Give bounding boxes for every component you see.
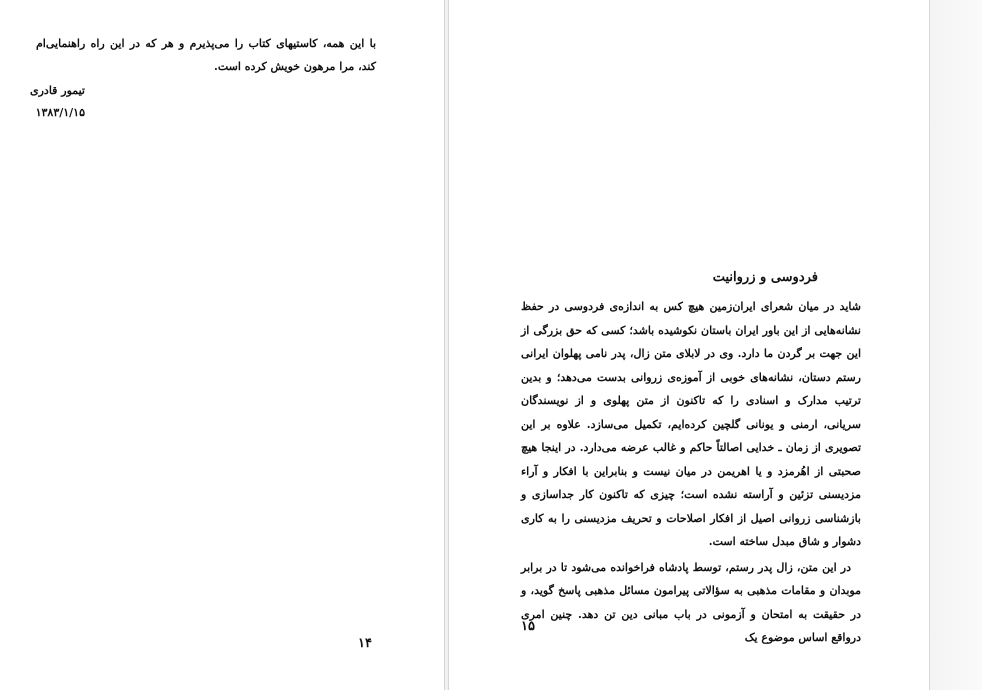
page-number: ۱۴ xyxy=(358,636,372,651)
page-14 xyxy=(0,0,444,690)
author-name: تیمور قادری xyxy=(30,84,85,97)
signature-date: ۱۳۸۳/۱/۱۵ xyxy=(35,106,85,119)
paragraph: در این متن، زال پدر رستم، توسط پادشاه فراخوانده می‌شود تا در برابر موبدان و مقامات مذهبی به سؤالاتی پیرامون مسائل مذهبی پاسخ گوید، و در حقیقت به امتحان و آزمونی در باب مبانی دین تن دهد. چنین امری درواقع اساس موضوع یک xyxy=(521,560,861,644)
page-number: ۱۵ xyxy=(521,619,535,634)
section-heading: فردوسی و زروانیت xyxy=(712,270,818,285)
viewer-margin xyxy=(930,0,982,690)
page-15 xyxy=(449,0,930,690)
signature-block xyxy=(0,80,85,124)
section-body xyxy=(521,295,861,650)
closing-paragraph: با این همه، کاستیهای کتاب را می‌پذیرم و هر که در این راه راهنمایی‌ام کند، مرا مرهون خویش کرده است. xyxy=(36,37,376,73)
paragraph: شاید در میان شعرای ایران‌زمین هیچ کس به اندازه‌ی فردوسی در حفظ نشانه‌هایی از این باور ایران باستان نکوشیده باشد؛ کسی که حق بزرگی از این جهت بر گردن ما دارد. وی در لابلای متن زال، پدر نامی پهلوان ایرانی رستم دستان، نشانه‌های خوبی از آموزه‌ی زروانی بدست می‌دهد؛ و بدین ترتیب مدارک و اسنادی را که تاکنون از متن پهلوی و از نویسندگان سریانی، ارمنی و یونانی گلچین کرده‌ایم، تکمیل می‌سازد. علاوه بر این تصویری از زمان ـ خدایی اصالتاً حاکم و غالب عرضه می‌دارد. در اینجا هیچ صحبتی از اهُرمزد و یا اهریمن در میان نیست و بنابراین با افکار و آراء مزدیسنی تزئین و آراسته نشده است؛ چیزی که تاکنون کار جداسازی و بازشناسی زروانی اصیل از افکار اصلاحات و تحریف مزدیسنی را به کاری دشوار و شاق مبدل ساخته است. xyxy=(521,300,861,548)
